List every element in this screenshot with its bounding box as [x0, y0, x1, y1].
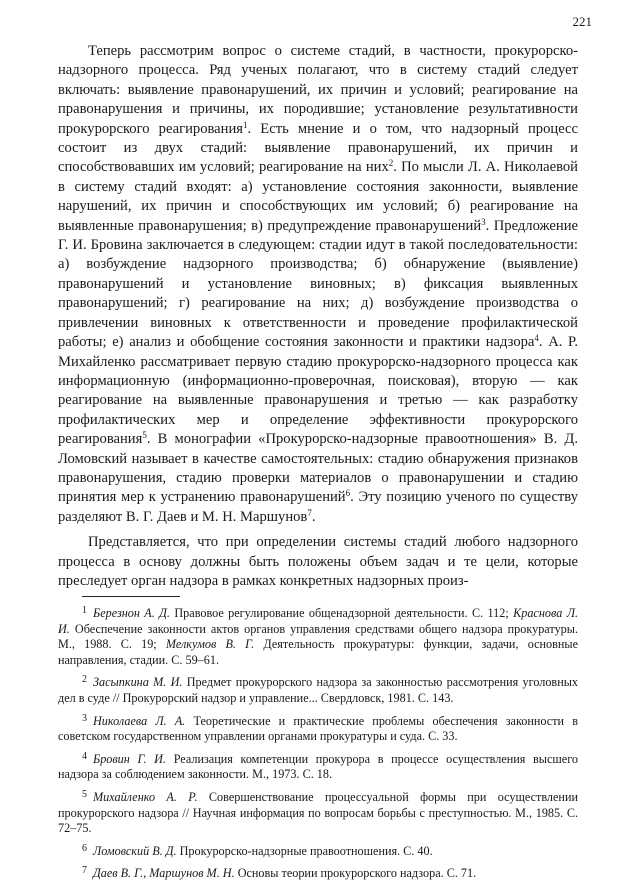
footnote-author: Бровин Г. И.: [93, 751, 167, 766]
footnote-author: Березнон А. Д.: [93, 606, 170, 620]
footnotes: [58, 606, 578, 889]
text-run: . Предложение Г. И. Бровина заключается в следующем: стадии идут в такой последовательности: а) возбуждение надзорного производства; б) обнаружение (выявление) правонарушений и установление виновных; в) фиксация выявленных правонарушений; г) реагирование на них; д) возбуждение производства о привлечении виновных к ответственности и проведение профилактической работы; е) анализ и обобщение состояния законности и практики надзора: [58, 217, 578, 351]
footnote-divider: [82, 596, 180, 597]
footnote: [58, 752, 578, 783]
paragraph: [58, 533, 578, 591]
text-run: Представляется, что при определении системы стадий любого надзорного процесса в основу должны быть положены объем задач и те цели, которые преследует орган надзора в рамках конкретных надзорных произ-: [58, 534, 578, 589]
footnote-number: 1: [82, 605, 87, 616]
footnote-text: Правовое регулирование общенадзорной деятельности. С. 112;: [169, 606, 514, 620]
text-run: . В монографии «Прокурорско-надзорные правоотношения» В. Д. Ломовский называет в качестве самостоятельных: стадию обнаружения признаков правонарушения, стадию проверки материалов о правонарушении и стадию принятия мер к устранению правонарушений: [58, 431, 578, 506]
footnote-author: Ломовский В. Д.: [93, 843, 177, 858]
text-run: . По мысли Л. А. Николаевой в систему стадий входят: а) установление состояния законности, выявление нарушений, их причин и способствующих им условий; б) реагирование на выявленные правонарушения; в) предупреждение правонарушений: [58, 159, 578, 234]
footnote-number: 3: [82, 712, 87, 724]
footnote-text: Прокурорско-надзорные правоотношения. С. 40.: [176, 843, 433, 858]
footnote-author: Засыпкина М. И.: [93, 675, 183, 690]
footnote-text: Предмет прокурорского надзора за законностью рассмотрения уголовных дел в суде // Прокурорский надзор и управление... Свердловск, 1981. С. 143.: [58, 675, 578, 705]
footnote-text: Совершенствование процессуальной формы при осуществлении прокурорского надзора // Научная информация по вопросам борьбы с преступностью. М., 1985. С. 72–75.: [58, 789, 578, 836]
footnote-number: 6: [82, 842, 87, 854]
text-run: Теперь рассмотрим вопрос о системе стадий, в частности, прокурорско-надзорного процесса. Ряд ученых полагают, что в систему стадий следует включать: выявление правонарушений, их причин и условий; реагирование на правонарушения и причины, их породившие; установление результативности прокурорского реагирования: [58, 43, 578, 137]
main-text: [58, 42, 578, 591]
footnote-author: Даев В. Г., Маршунов М. Н.: [93, 866, 235, 881]
footnote-text: Основы теории прокурорского надзора. С. 71.: [234, 866, 477, 881]
footnote-text: Теоретические и практические проблемы обеспечения законности в советском государственном управлении органами прокуратуры и суда. С. 33.: [58, 713, 578, 744]
footnote-text: Реализация компетенции прокурора в процессе осуществления высшего надзора за соблюдением законности. М., 1973. С. 18.: [58, 751, 578, 782]
footnote-number: 7: [82, 865, 87, 877]
footnote-ref: 3: [481, 216, 486, 227]
text-run: . Есть мнение и о том, что надзорный процесс состоит из двух стадий: выявление правонарушений, их причин и способствовавших им условий; реагирование на них: [58, 120, 578, 176]
footnote-number: 5: [82, 788, 87, 800]
footnote: [58, 714, 578, 745]
text-run: .: [311, 508, 316, 525]
footnote-ref: 7: [307, 507, 312, 518]
footnote-number: 2: [82, 674, 87, 686]
footnote-author: Мелкумов В. Г.: [165, 637, 255, 652]
footnote-ref: 6: [345, 488, 351, 499]
paragraph: [58, 42, 578, 527]
text-run: . Эту позицию ученого по существу разделяют В. Г. Даев и М. Н. Маршунов: [58, 489, 578, 525]
footnote-author: Краснова Л. И.: [58, 606, 578, 636]
footnote-text: Обеспечение законности актов органов управления средствами общего надзора прокуратуры. М., 1988. С. 19;: [58, 621, 578, 652]
footnote-text: Деятельность прокуратуры: функции, задачи, основные направления, стадии. С. 59–61.: [58, 637, 578, 667]
footnote: [58, 866, 578, 882]
footnote-number: 4: [82, 750, 87, 762]
footnote-author: Николаева Л. А.: [93, 713, 186, 728]
footnote: [58, 844, 578, 860]
footnote: [58, 606, 578, 668]
footnote-ref: 5: [142, 430, 147, 441]
footnote: [58, 790, 578, 837]
footnote-ref: 1: [243, 119, 248, 130]
footnote-author: Михайленко А. Р.: [93, 789, 198, 804]
footnote-ref: 4: [534, 333, 539, 344]
text-run: . А. Р. Михайленко рассматривает первую стадию прокурорско-надзорного процесса как информационную (информационно-проверочная, поисковая), вторую — как реагирование на выявленные правонарушения и третью — как разработку профилактических мер и определение эффективности прокурорского реагирования: [58, 334, 578, 448]
footnote: [58, 675, 578, 706]
footnote-ref: 2: [388, 158, 394, 169]
page-number: 221: [572, 14, 592, 29]
